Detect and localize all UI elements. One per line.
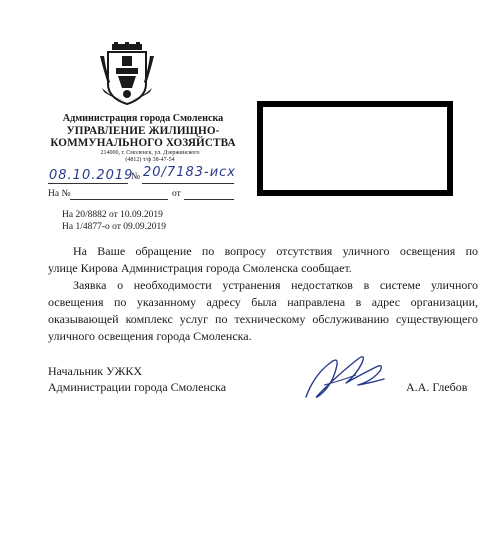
number-underline (142, 183, 234, 184)
paragraph-1 (48, 243, 478, 277)
outgoing-date: 08.10.2019 (49, 168, 134, 183)
reply-date-underline (184, 199, 234, 200)
phone: (4812) т/ф 38-47-54 (125, 157, 175, 163)
reply-number-underline (70, 199, 168, 200)
paragraph-1-line: улице Кирова Администрация города Смоленска сообщает. (48, 261, 352, 275)
handwritten-signature (300, 345, 390, 405)
signatory-position-line2: Администрации города Смоленска (48, 380, 227, 394)
redacted-recipient-box (257, 101, 453, 196)
address: 214000, г. Смоленск, ул. Дзержинского (100, 150, 200, 156)
reference-1: На 20/8882 от 10.09.2019 (62, 210, 163, 220)
organization-name: Администрация города Смоленска (62, 113, 224, 124)
reply-from-label: от (172, 189, 181, 199)
department-title-line1: УПРАВЛЕНИЕ ЖИЛИЩНО- (66, 125, 220, 137)
paragraph-2-line: уличного освещения города Смоленска. (48, 329, 252, 343)
reply-to-label: На № (48, 189, 71, 199)
number-sign: № (131, 172, 141, 182)
date-underline (48, 183, 128, 184)
coat-of-arms-emblem (98, 42, 156, 108)
department-title-line2: КОММУНАЛЬНОГО ХОЗЯЙСТВА (50, 137, 236, 149)
paragraph-2-line: Заявка о необходимости устранения недостатков в системе уличного (73, 278, 478, 292)
paragraph-1-line: На Ваше обращение по вопросу отсутствия уличного освещения по (73, 244, 478, 258)
signatory-position-line1: Начальник УЖКХ (48, 364, 143, 378)
signatory-name: А.А. Глебов (406, 380, 468, 394)
paragraph-2-line: освещения по указанному адресу была направлена в адрес организации, (48, 295, 478, 309)
paragraph-2 (48, 277, 478, 345)
paragraph-2-line: оказывающей комплекс услуг по техническому обслуживанию существующего (48, 312, 478, 326)
reference-2: На 1/4877-о от 09.09.2019 (62, 222, 167, 232)
outgoing-number: 20/7183-исх (143, 165, 236, 180)
